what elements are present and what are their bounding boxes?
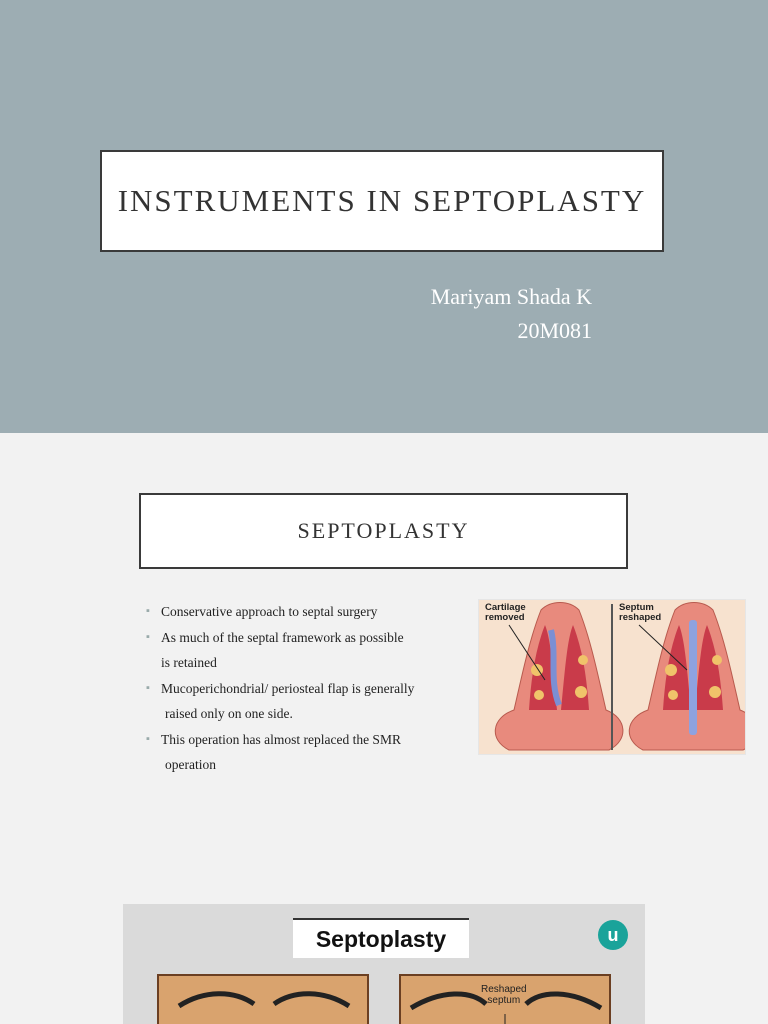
author-id: 20M081 [517, 318, 592, 343]
photo-title-box [293, 918, 469, 958]
bullet-text-continued: operation [165, 757, 216, 772]
bullet-text: As much of the septal framework as possible [161, 629, 404, 645]
reshaped-septum-label: Reshaped septum [481, 984, 527, 1006]
figure-label-right: Septum reshaped [619, 602, 662, 623]
figure-label-left: Cartilage removed [485, 602, 526, 623]
bullet-dot-icon: ▪ [146, 630, 150, 643]
section-heading-box [139, 493, 628, 569]
section-heading: SEPTOPLASTY [297, 518, 470, 543]
bullet-text: Conservative approach to septal surgery [161, 604, 378, 619]
eyebrows-icon [159, 976, 367, 1024]
bullet-text: This operation has almost replaced the SMR [161, 731, 401, 747]
septoplasty-photo [123, 904, 645, 1024]
bullet-text: Mucoperichondrial/ periosteal flap is generally [161, 680, 415, 696]
list-item [146, 727, 458, 778]
bullet-dot-icon: ▪ [146, 732, 150, 745]
nasal-septum-illustration [478, 599, 746, 755]
title-box [100, 150, 664, 252]
author-block [431, 280, 592, 348]
septoplasty-slide [0, 433, 768, 1024]
slide-title: INSTRUMENTS IN SEPTOPLASTY [117, 183, 647, 218]
author-name: Mariyam Shada K [430, 284, 592, 309]
bullet-dot-icon: ▪ [146, 605, 150, 617]
bullet-dot-icon: ▪ [146, 681, 150, 694]
list-item [146, 599, 458, 625]
list-item [146, 625, 458, 676]
bullet-list [146, 599, 458, 778]
list-item [146, 676, 458, 727]
figure-divider [611, 604, 613, 750]
bullet-text-continued: raised only on one side. [165, 706, 293, 721]
photo-title: Septoplasty [315, 925, 447, 952]
bullet-text-continued: is retained [161, 655, 217, 670]
face-illustration-right [399, 974, 611, 1024]
brand-logo-icon: u [598, 920, 628, 950]
title-slide [0, 0, 768, 433]
face-illustration-left [157, 974, 369, 1024]
